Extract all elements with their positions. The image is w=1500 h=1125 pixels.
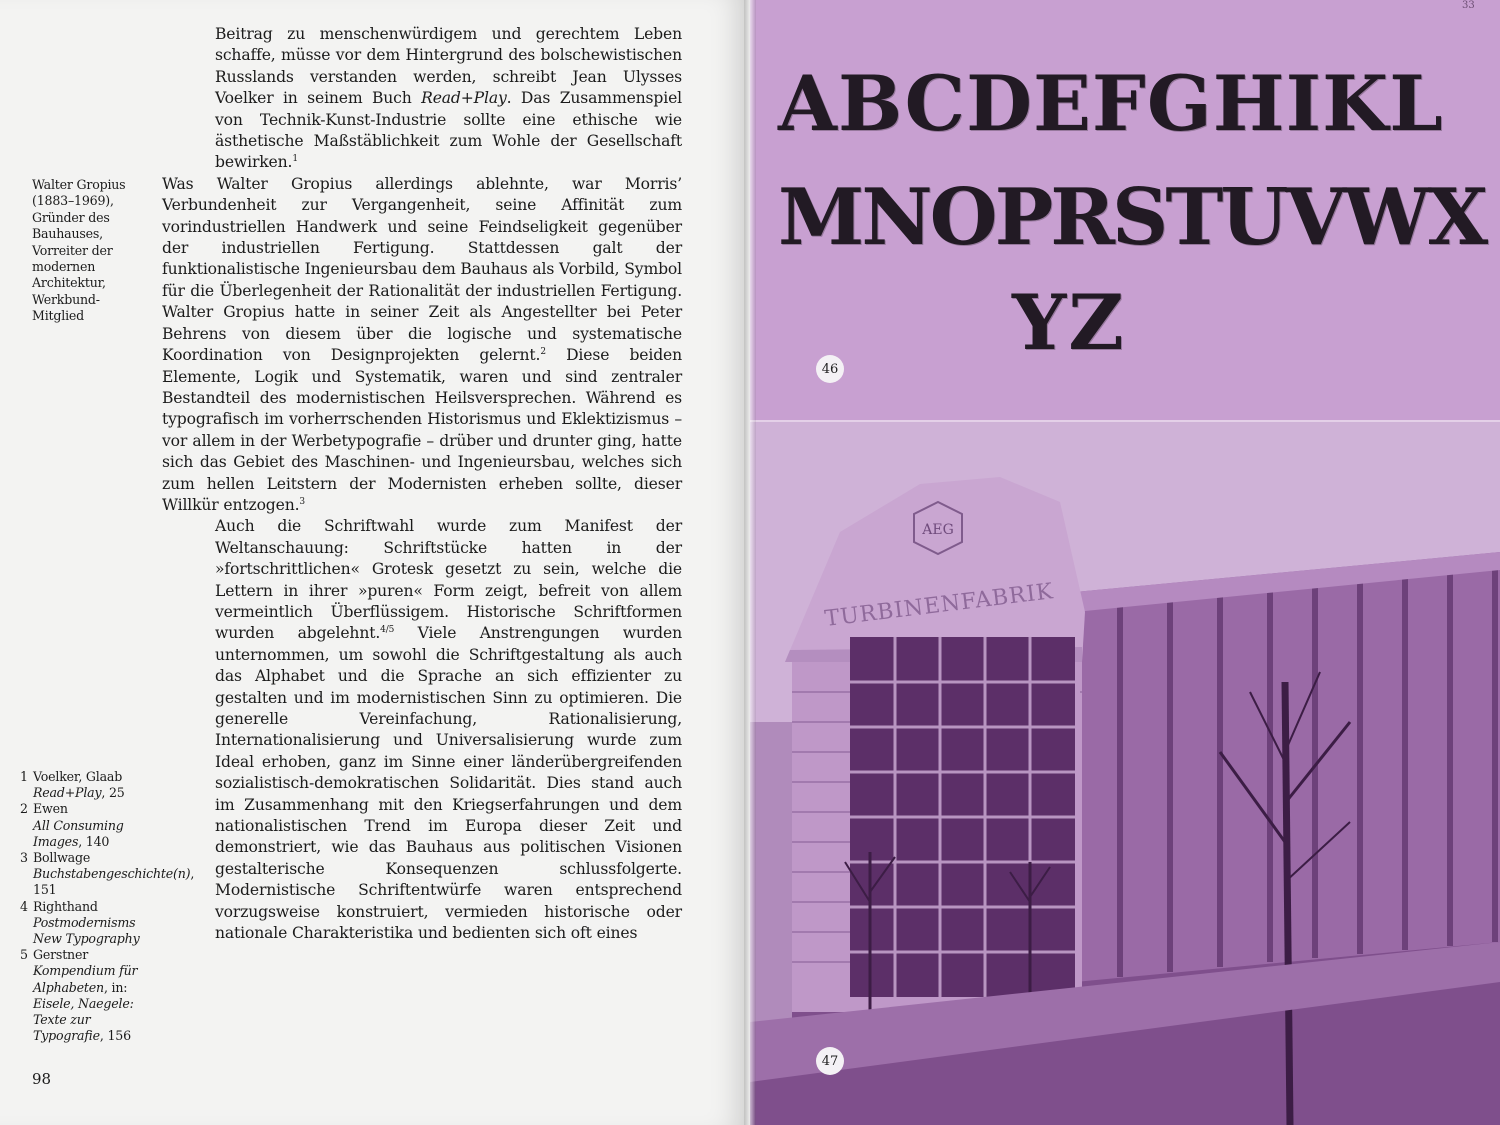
aeg-logo: AEG [922,522,954,538]
footnote-author: Gerstner [33,947,89,963]
footnote-page: , 156 [99,1028,131,1044]
figure-number-46: 46 [816,355,844,383]
footnote-4 [20,899,155,948]
figure-number-47: 47 [816,1047,844,1075]
paragraph-3 [162,516,682,944]
paragraph-2 [162,174,682,517]
footnote-page: , 140 [78,833,110,849]
footnote-author: Bollwage [33,850,91,866]
paragraph-1-tail: . Das Zusammenspiel von Technik-Kunst-Industrie sollte eine ethische wie ästhetische Maßstäblichkeit zum Wohle der Gesellschaft bewirken. [215,89,682,172]
footnote-title: All Consuming Images [33,817,124,849]
right-page [750,0,1500,1125]
building-sign: TURBINENFABRIK [823,579,1056,632]
footnote-1 [20,769,155,801]
alphabet-figure [750,0,1500,422]
paragraph-1 [162,24,682,174]
footnote-author: Ewen [33,801,68,817]
footnote-title: Postmodernisms New Typography [33,914,140,947]
footnotes [20,769,195,1044]
footnote-ref-3[interactable]: 3 [299,496,305,507]
alphabet-line-2: MNOPRSTUVWX [778,172,1486,263]
footnote-author: Righthand [33,898,98,914]
alphabet-line-3: YZ [1012,278,1126,367]
footnote-title: Kompendium für Alphabeten [33,963,138,995]
footnote-number: 2 [20,801,28,817]
footnote-author: Voelker, Glaab [33,769,123,784]
turbine-factory-photo [750,422,1500,1125]
footnote-title: Buchstabengeschichte(n) [33,866,191,882]
footnote-ref-2[interactable]: 2 [540,347,546,358]
paragraph-2-tail: Diese beiden Elemente, Logik und Systematik, waren und sind zentraler Bestandteil des modernistischen Heilsversprechen. Während es typografisch im vorherrschenden Historismus und Eklektizismus – vor allem in der Werbetypografie – drüber und drunter ging, hatte sich das Gebiet des Maschinen- und Ingenieursbau, welches sich zum hellen Leitstern der Modernisten erheben sollte, dieser Willkür entzogen. [162,346,682,514]
footnote-number: 3 [20,850,28,866]
margin-note-gropius: Walter Gropius (1883–1969), Gründer des Bauhauses, Vorreiter der modernen Architektur, Werkbund-Mitglied [32,177,126,324]
book-title: Read+Play [421,89,507,108]
footnote-number: 1 [20,769,28,784]
page-number-left: 98 [32,1070,52,1088]
footnote-5 [20,947,155,1044]
footnote-2 [20,801,155,850]
footnote-page: , 151 [33,866,195,898]
alphabet-line-1: ABCDEFGHIKL [778,59,1444,148]
footnote-extra-title: Eisele, Naegele: Texte zur Typografie [33,995,134,1044]
paragraph-3-tail: Viele Anstrengungen wurden unternommen, um sowohl die Schriftgestaltung als auch das Alphabet und die Sprache an sich effizienter zu gestalten und im modernistischen Sinn zu optimieren. Die generelle Vereinfachung, Rationalisierung, Internationalisierung und Universalisierung wurde zum Ideal erhoben, ganz im Sinne einer länderübergreifenden sozialistisch-demokratischen Solidarität. Dies stand auch im Zusammenhang mit den Kriegserfahrungen und dem nationalistischen Trend im Europa dieser Zeit und demonstriert, wie das Bauhaus aus politischen Visionen gestalterische Konsequenzen schlussfolgerte. Modernistische Schriftentwürfe waren entsprechend vorzugsweise konstruiert, vermieden historische oder nationale Charakteristika und bedienten sich oft eines [215,624,682,943]
footnote-number: 5 [20,947,28,963]
footnote-title: Read+Play [33,785,102,801]
footnote-ref-1[interactable]: 1 [292,154,298,165]
footnote-page: , 25 [101,785,125,801]
factory-illustration [750,422,1500,1125]
footnote-ref-4-5[interactable]: 4/5 [380,625,395,636]
paragraph-1-text: Beitrag zu menschenwürdigem und gerechtem Leben schaffe, müsse vor dem Hintergrund des bolschewistischen Russlands verstanden werden, schreibt Jean Ulysses Voelker in seinem Buch [215,25,682,108]
footnote-3 [20,850,195,899]
book-gutter [744,0,756,1125]
paragraph-3-text: Auch die Schriftwahl wurde zum Manifest der Weltanschauung: Schriftstücke hatten in der »fortschrittlichen« Grotesk gesetzt zu sein, welche die Lettern in ihrer »puren« Form zeigt, befreit von allem vermeintlich Überflüssigem. Historische Schriftformen wurden abgelehnt. [215,517,682,643]
main-text-column [162,24,682,944]
footnote-in: , in: [103,979,128,995]
footnote-number: 4 [20,898,28,914]
paragraph-2-text: Was Walter Gropius allerdings ablehnte, war Morris’ Verbundenheit zur Vergangenheit, seine Affinität zum vorindustriellen Handwerk und seine Feindseligkeit gegenüber der industriellen Fertigung. Stattdessen galt der funktionalistische Ingenieursbau dem Bauhaus als Vorbild, Symbol für die Überlegenheit der Rationalität der industriellen Fertigung. Walter Gropius hatte in seiner Zeit als Angestellter bei Peter Behrens von diesem über die logische und systematische Koordination von Designprojekten gelernt. [162,174,682,365]
corner-stamp: 33 [1462,0,1475,11]
